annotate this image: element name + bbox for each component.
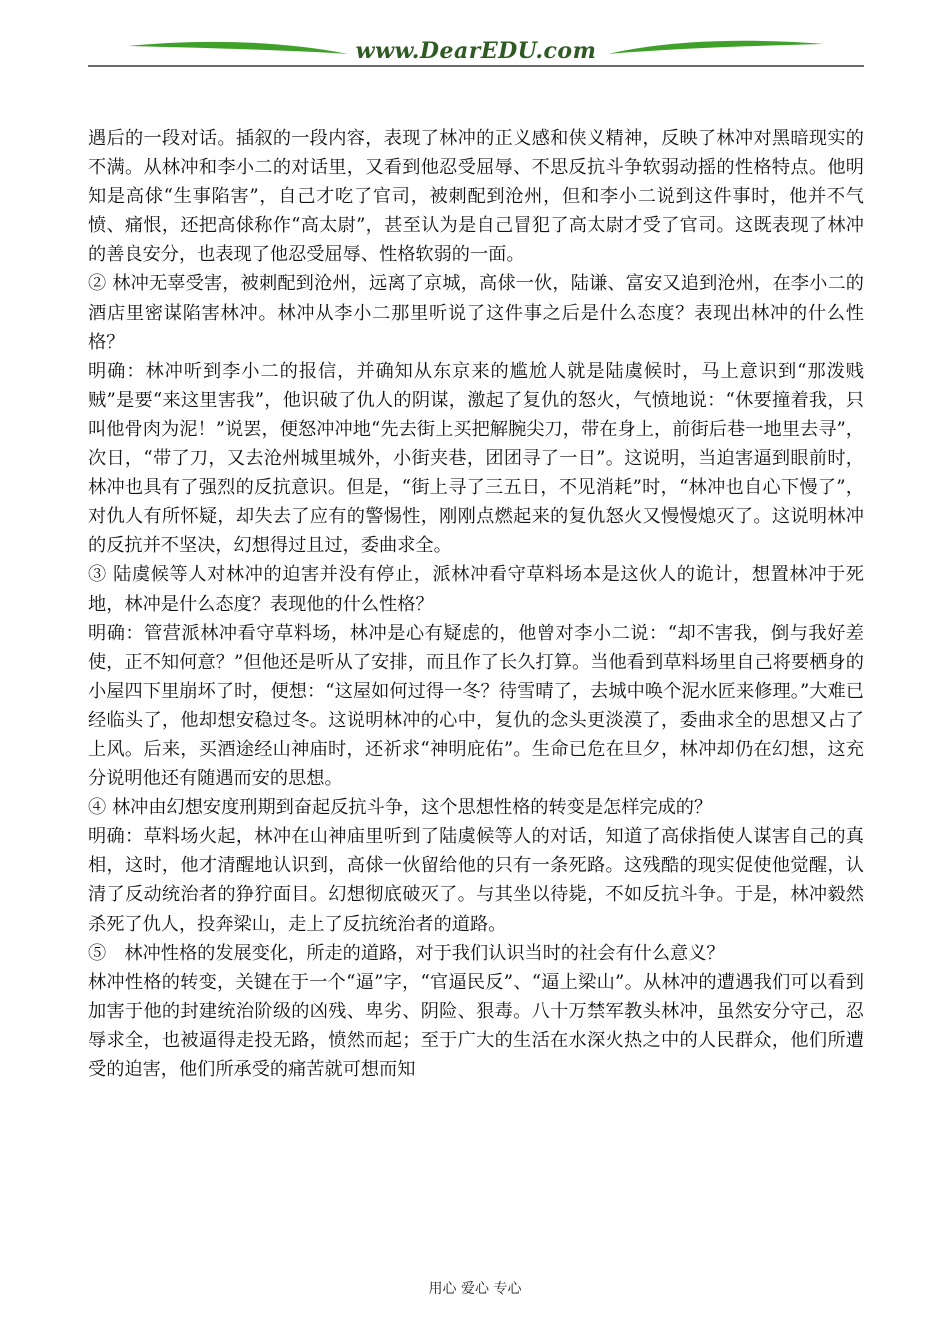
answer-2: 明确：林冲听到李小二的报信，并确知从东京来的尴尬人就是陆虞候时，马上意识到“那泼贱贼”是要“来这里害我”，他识破了仇人的阴谋，激起了复仇的怒火，气愤地说：“休要撞着我，只叫他骨肉为泥！”说罢，便怒冲冲地“先去街上买把解腕尖刀，带在身上，前街后巷一地里去寻”，次日，“带了刀，又去沧州城里城外，小街夹巷，团团寻了一日”。这说明，当迫害逼到眼前时，林冲也具有了强烈的反抗意识。但是，“街上寻了三五日，不见消耗”时，“林冲也自心下慢了”，对仇人有所怀疑，却失去了应有的警惕性，刚刚点燃起来的复仇怒火又慢慢熄灭了。这说明林冲的反抗并不坚决，幻想得过且过，委曲求全。 [88,360,864,557]
site-title: www.DearEDU.com [355,38,597,64]
question-4: ④ 林冲由幻想安度刑期到奋起反抗斗争，这个思想性格的转变是怎样完成的？ [88,797,713,819]
answer-4: 明确：草料场火起，林冲在山神庙里听到了陆虞候等人的对话，知道了高俅指使人谋害自己的真相，这时，他才清醒地认识到，高俅一伙留给他的只有一条死路。这残酷的现实促使他觉醒，认清了反动统治者的狰狞面目。幻想彻底破灭了。与其坐以待毙，不如反抗斗争。于是，林冲毅然杀死了仇人，投奔梁山，走上了反抗统治者的道路。 [88,826,864,935]
question-2: ② 林冲无辜受害，被刺配到沧州，远离了京城，高俅一伙，陆谦、富安又追到沧州，在李小二的酒店里密谋陷害林冲。林冲从李小二那里听说了这件事之后是什么态度？表现出林冲的什么性格？ [88,273,864,353]
answer-5: 林冲性格的转变，关键在于一个“逼”字，“官逼民反”、“逼上梁山”。从林冲的遭遇我们可以看到加害于他的封建统治阶级的凶残、卑劣、阴险、狠毒。八十万禁军教头林冲，虽然安分守己，忍辱求全，也被逼得走投无路，愤然而起；至于广大的生活在水深火热之中的人民群众，他们所遭受的迫害，他们所承受的痛苦就可想而知 [88,971,864,1080]
document-body [88,124,864,1084]
page-footer: 用心 爱心 专心 [428,1281,522,1297]
question-3: ③ 陆虞候等人对林冲的迫害并没有停止，派林冲看守草料场本是这伙人的诡计，想置林冲于死地，林冲是什么态度？表现他的什么性格？ [88,564,864,615]
paragraph: 遇后的一段对话。插叙的一段内容，表现了林冲的正义感和侠义精神，反映了林冲对黑暗现实的不满。从林冲和李小二的对话里，又看到他忍受屈辱、不思反抗斗争软弱动摇的性格特点。他明知是高俅“生事陷害”，自己才吃了官司，被刺配到沧州，但和李小二说到这件事时，他并不气愤、痛恨，还把高俅称作“高太尉”，甚至认为是自己冒犯了高太尉才受了官司。这既表现了林冲的善良安分，也表现了他忍受屈辱、性格软弱的一面。 [88,128,864,266]
question-5: ⑤ 林冲性格的发展变化，所走的道路，对于我们认识当时的社会有什么意义？ [88,942,725,964]
page-header [88,28,864,72]
answer-3: 明确：管营派林冲看守草料场，林冲是心有疑虑的，他曾对李小二说：“却不害我，倒与我好差使，正不知何意？”但他还是听从了安排，而且作了长久打算。当他看到草料场里自己将要栖身的小屋四下里崩坏了时，便想：“这屋如何过得一冬？待雪晴了，去城中唤个泥水匠来修理。”大难已经临头了，他却想安稳过冬。这说明林冲的心中，复仇的念头更淡漠了，委曲求全的思想又占了上风。后来，买酒途经山神庙时，还祈求“神明庇佑”。生命已危在旦夕，林冲却仍在幻想，这充分说明他还有随遇而安的思想。 [88,622,864,790]
